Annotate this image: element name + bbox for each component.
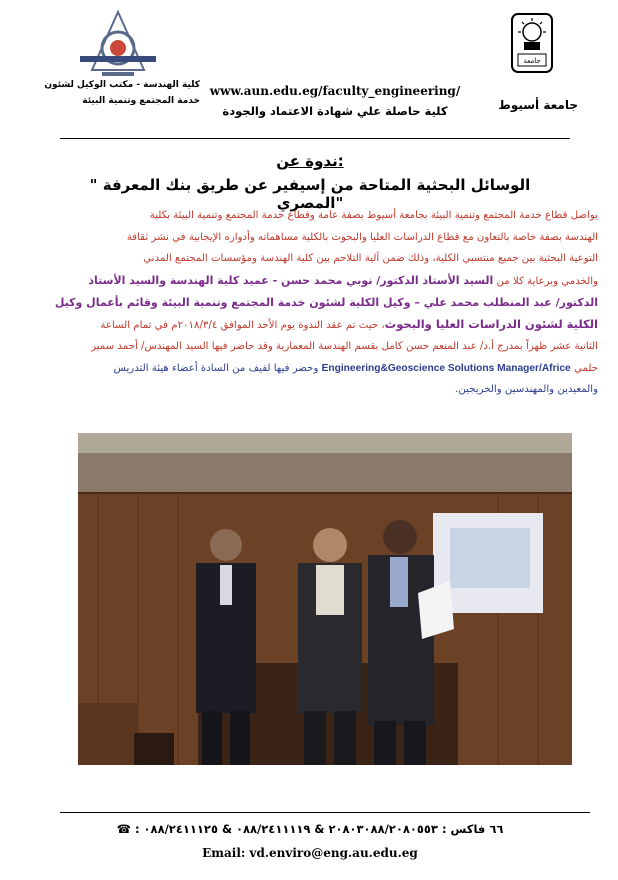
body-line <box>18 314 598 337</box>
body-line: الثانية عشر ظهراً بمدرج أ.د/ عبد المنعم حسن كامل بقسم الهندسة المعمارية وقد حاضر فيها السيد المهندس/ أحمد سمير <box>91 341 598 352</box>
svg-text:جامعة: جامعة <box>523 57 541 65</box>
vice-dean-line: الدكتور/ عبد المنطلب محمد علي – وكيل الكلية لشئون خدمة المجتمع وتنمية البيئة وقائم بأعمال وكيل <box>54 296 598 309</box>
university-logo <box>510 12 554 74</box>
contact-email[interactable]: Email: vd.enviro@eng.au.edu.eg <box>202 846 418 860</box>
article-body <box>18 205 598 401</box>
faculty-office-line2: خدمة المجتمع وتنمية البيئة <box>82 96 200 106</box>
contact-numbers: ☎ : ۰۸۸/۲٤۱۱۱۲٥ & ۰۸۸/۲٤۱۱۱۱۹ & ۲۰۸۰۳٦٦ فاكس : ۰۸۸/۲۰۸۰٥٥۳ <box>116 822 504 836</box>
body-text: ، حيث تم عقد الندوة يوم الأحد الموافق ٢٠١٨/٣/٤م في تمام الساعة <box>100 319 385 331</box>
faculty-logo <box>76 10 160 80</box>
body-line: الهندسة بصفة خاصة بالتعاون مع قطاع الدراسات العليا والبحوث بالكلية مساهماته وأدواره الإيجابية في نشر ثقافة <box>126 231 598 243</box>
university-name: جامعة أسيوط <box>498 98 578 112</box>
footer-divider <box>60 812 590 813</box>
seminar-title: " الوسائل البحثية المتاحة من إسيفير عن طريق بنك المعرفة المصري" <box>89 176 531 212</box>
body-text: والخدمي وبرعاية كلا من <box>493 275 598 287</box>
body-line <box>18 358 598 380</box>
body-line: يواصل قطاع خدمة المجتمع وتنمية البيئة بجامعة أسيوط بصفة عامة وقطاع خدمة المجتمع وتنمية البيئة بكلية <box>149 210 598 221</box>
vice-dean-role: الكلية لشئون الدراسات العليا والبحوث <box>384 316 598 331</box>
seminar-label: ندوة عن: <box>276 152 344 170</box>
header-divider <box>60 138 570 139</box>
body-line: والمعيدين والمهندسين والخريجين. <box>455 384 598 395</box>
faculty-office-line1: كلية الهندسة - مكتب الوكيل لشئون <box>44 80 200 90</box>
body-line <box>18 270 598 293</box>
body-text: وحضر فيها لفيف من السادة أعضاء هيئة التدريس <box>113 362 322 374</box>
accreditation-statement: كلية حاصلة علي شهادة الاعتماد والجودة <box>222 104 448 118</box>
event-photo <box>78 433 572 765</box>
faculty-url[interactable]: www.aun.edu.eg/faculty_engineering/ <box>209 84 461 98</box>
dean-name: السيد الأستاذ الدكتور/ نوبي محمد حسن - عميد كلية الهندسة والسيد الأستاذ <box>88 273 494 287</box>
body-line: التوعية البحثية بين جميع منتسبي الكلية، وذلك ضمن آلية التلاحم بين كلية الهندسة ومؤسسات المجتمع المدني <box>143 253 598 264</box>
body-text: حلمي <box>570 362 598 374</box>
lecturer-title: Engineering&Geoscience Solutions Manager/Africe <box>321 362 571 374</box>
